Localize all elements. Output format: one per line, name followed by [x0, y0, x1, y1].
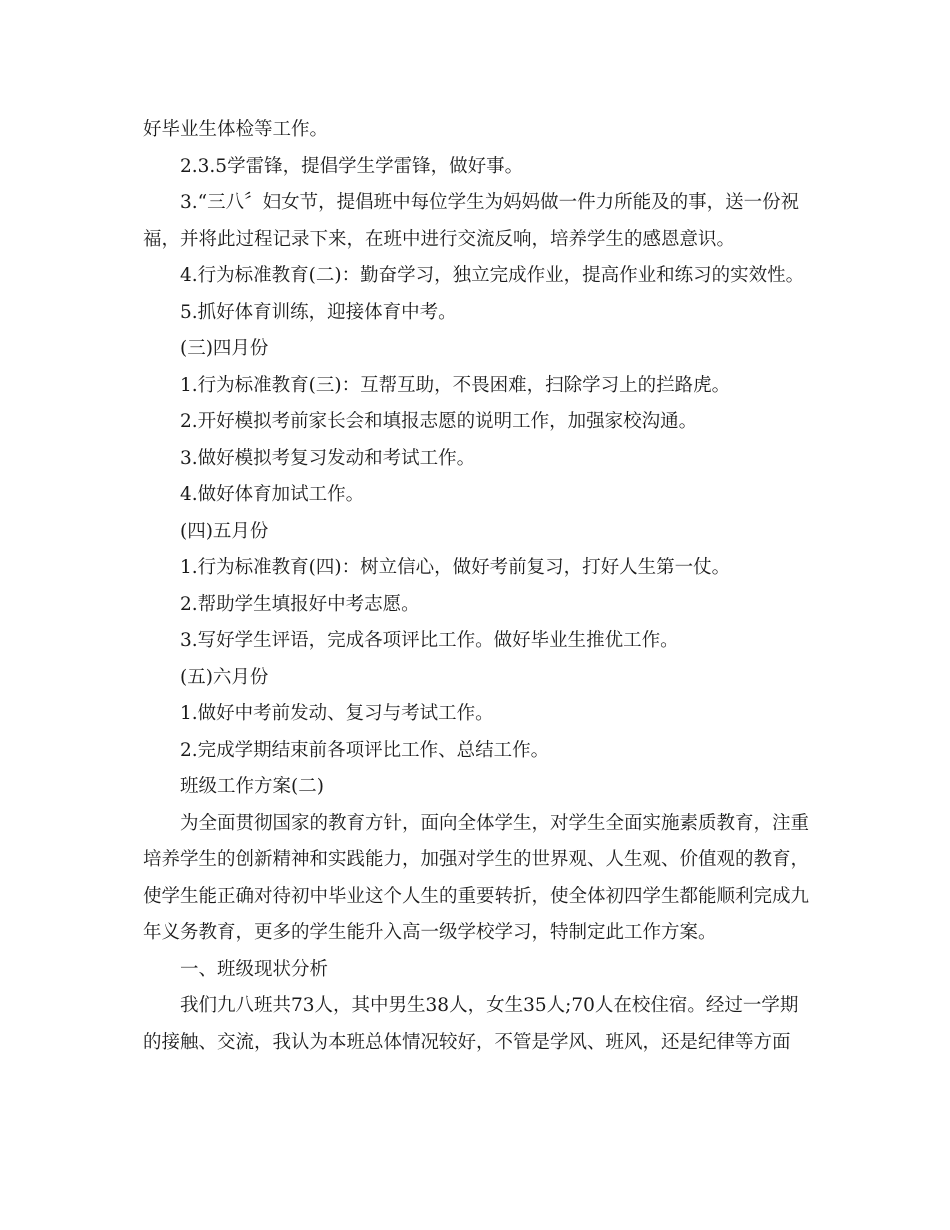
- section-heading: (四)五月份: [180, 520, 269, 542]
- paragraph-item: 4.行为标准教育(二)：勤奋学习，独立完成作业，提高作业和练习的实效性。: [180, 265, 805, 286]
- document-body: [143, 112, 813, 1061]
- paragraph-item: 3.“三八〞妇女节，提倡班中每位学生为妈妈做一件力所能及的事，送一份祝福，并将此过程记录下来，在班中进行交流反响，培养学生的感恩意识。: [143, 192, 800, 250]
- paragraph-item: 2.帮助学生填报好中考志愿。: [180, 593, 420, 615]
- paragraph-item: 2.开好模拟考前家长会和填报志愿的说明工作，加强家校沟通。: [180, 411, 698, 432]
- section-heading: 一、班级现状分析: [180, 958, 329, 980]
- body-paragraph: 我们九八班共73人，其中男生38人，女生35人;70人在校住宿。经过一学期的接触、交流，我认为本班总体情况较好，不管是学风、班风，还是纪律等方面: [143, 995, 799, 1053]
- body-paragraph: 为全面贯彻国家的教育方针，面向全体学生，对学生全面实施素质教育，注重培养学生的创新精神和实践能力，加强对学生的世界观、人生观、价值观的教育，使学生能正确对待初中毕业这个人生的重要转折，使全体初四学生都能顺利完成九年义务教育，更多的学生能升入高一级学校学习，特制定此工作方案。: [143, 812, 810, 943]
- paragraph-item: 4.做好体育加试工作。: [180, 484, 365, 505]
- paragraph-item: 1.行为标准教育(四)：树立信心，做好考前复习，打好人生第一仗。: [180, 557, 731, 578]
- document-subtitle: 班级工作方案(二): [180, 776, 324, 797]
- section-heading: (五)六月份: [180, 666, 269, 688]
- paragraph-item: 2.3.5学雷锋，提倡学生学雷锋，做好事。: [180, 155, 524, 177]
- section-heading: (三)四月份: [180, 338, 269, 359]
- paragraph-item: 5.抓好体育训练，迎接体育中考。: [180, 301, 457, 323]
- paragraph-item: 2.完成学期结束前各项评比工作、总结工作。: [180, 739, 550, 761]
- paragraph-item: 1.行为标准教育(三)：互帮互助，不畏困难，扫除学习上的拦路虎。: [180, 374, 731, 396]
- paragraph-item: 3.写好学生评语，完成各项评比工作。做好毕业生推优工作。: [180, 630, 679, 651]
- paragraph-item: 3.做好模拟考复习发动和考试工作。: [180, 447, 476, 469]
- paragraph-item: 1.做好中考前发动、复习与考试工作。: [180, 703, 494, 724]
- paragraph-continuation: 好毕业生体检等工作。: [143, 119, 329, 140]
